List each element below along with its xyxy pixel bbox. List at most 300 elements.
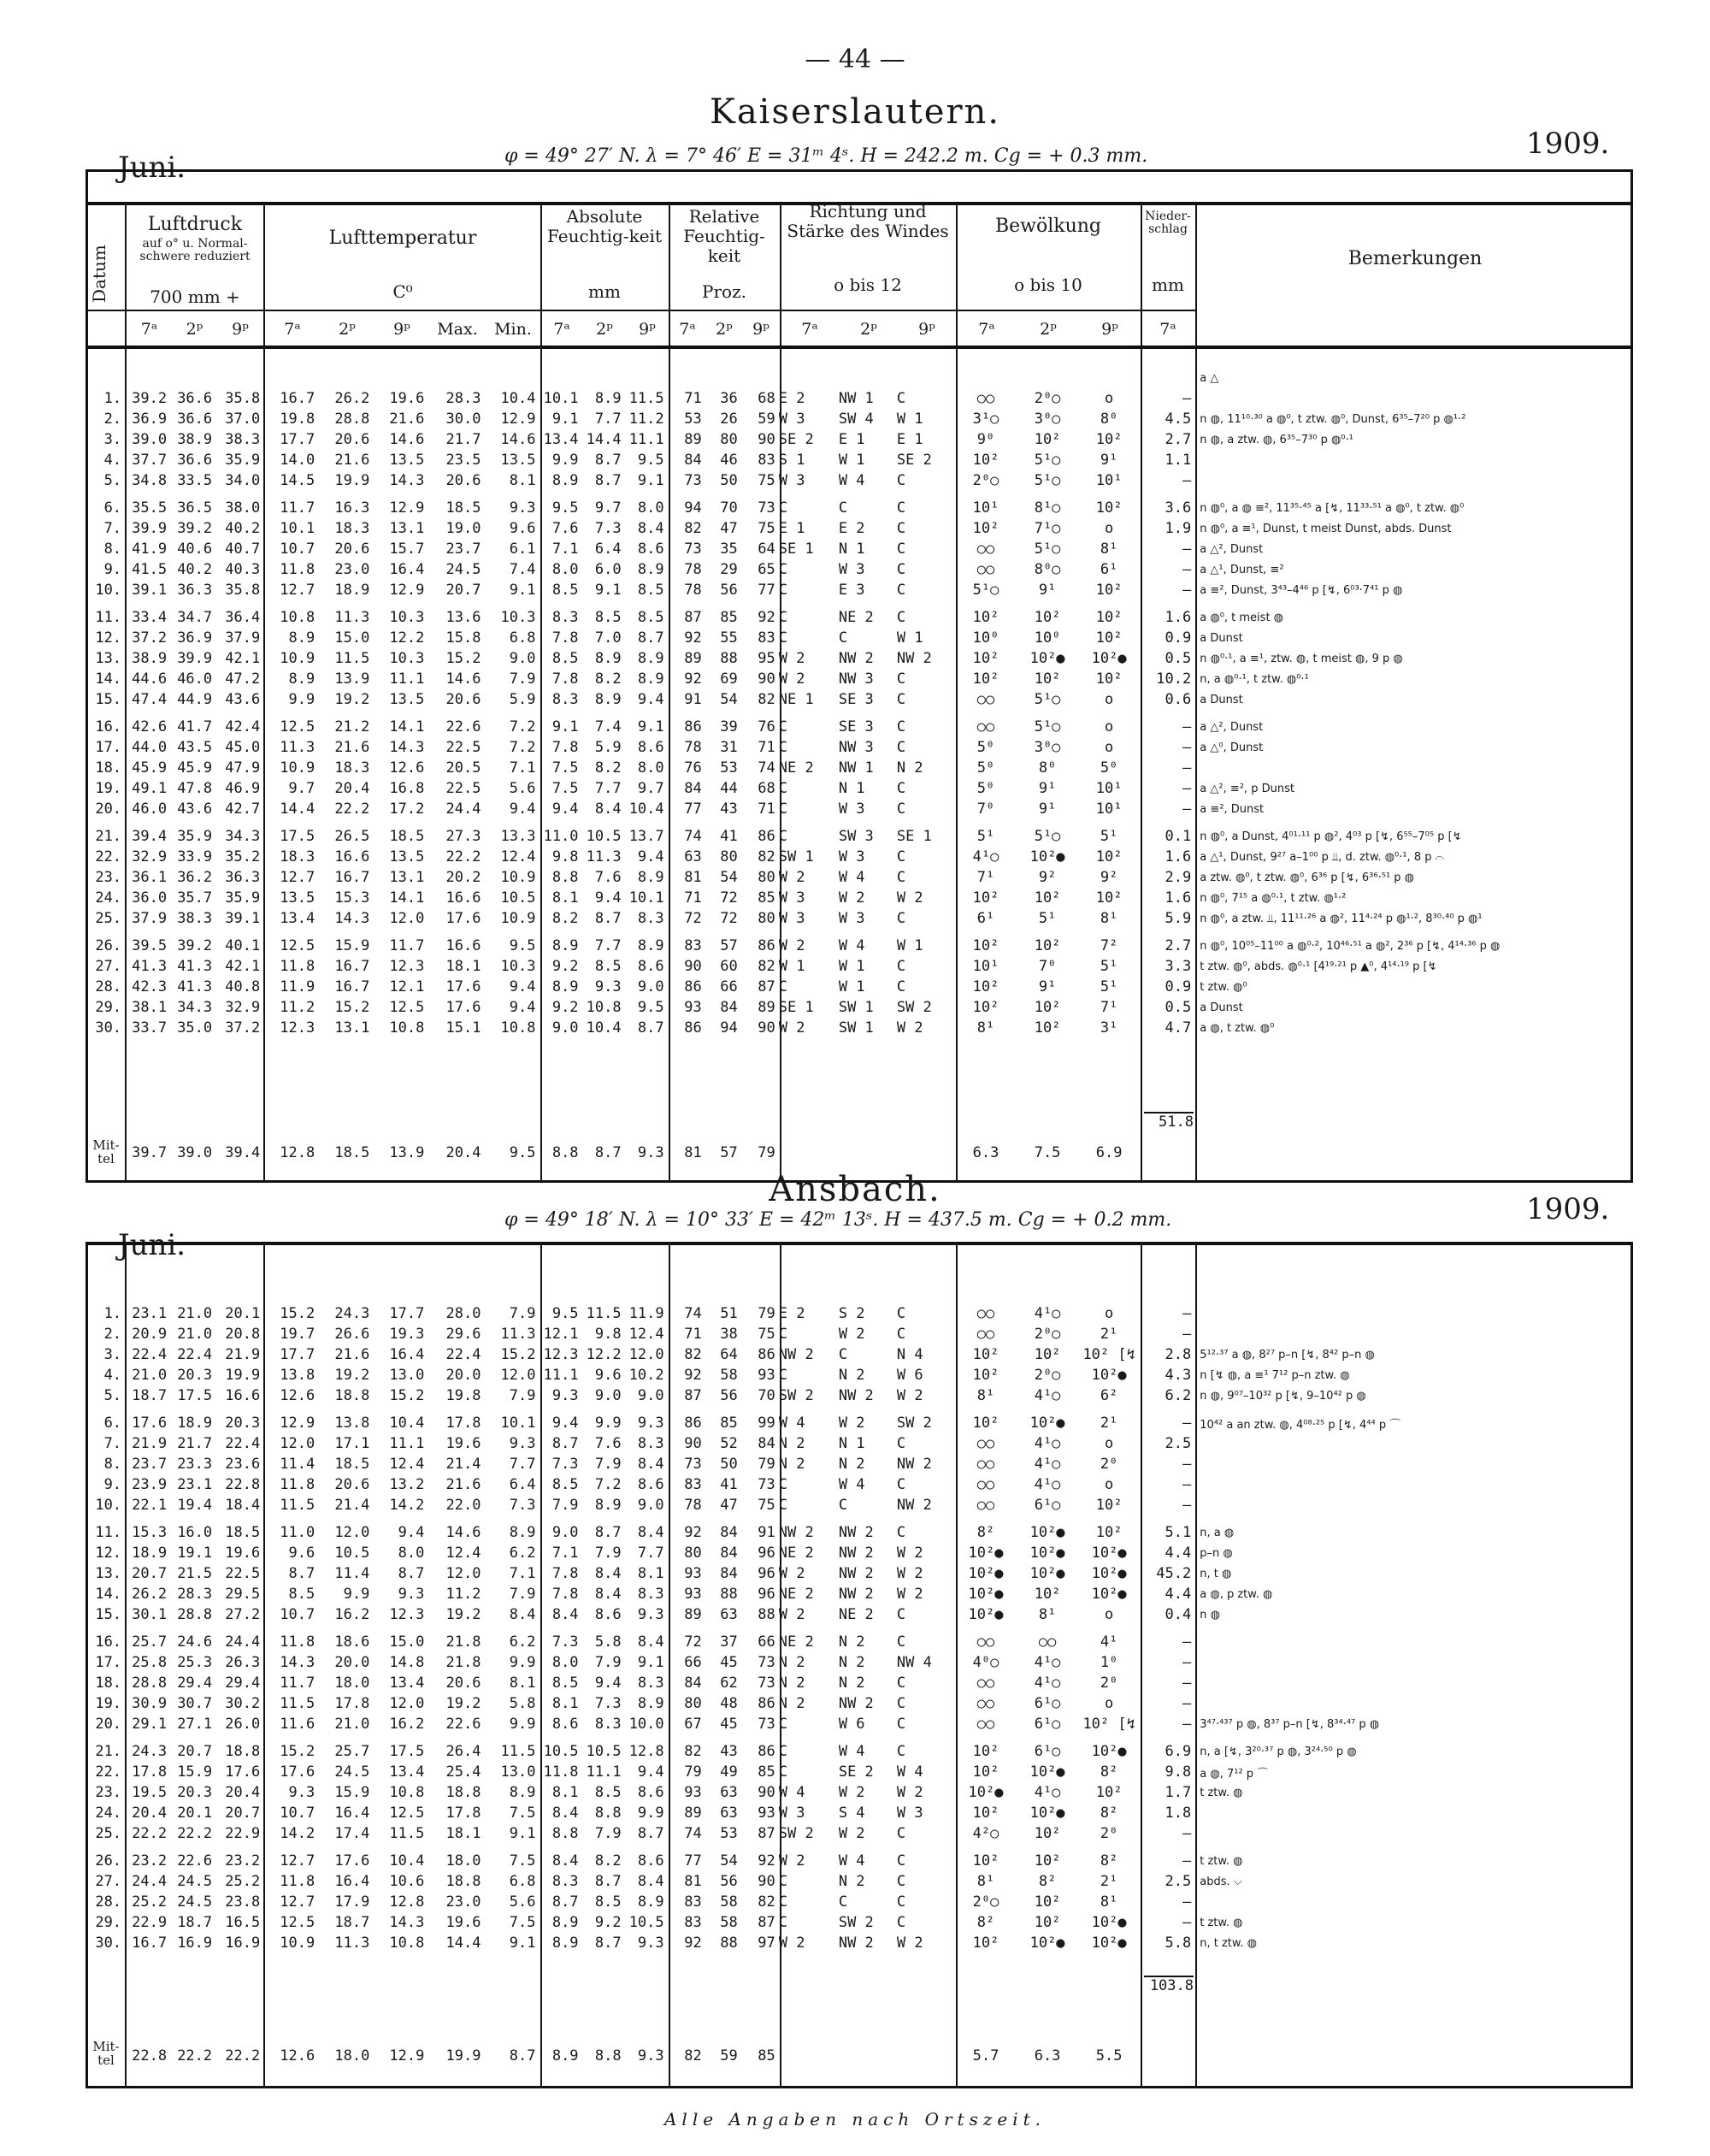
value-cell: 23.7 — [445, 540, 481, 558]
value-cell: 18.8 — [445, 1873, 481, 1890]
value-cell: 8.6 — [594, 1606, 622, 1623]
value-cell: 35 — [720, 540, 738, 558]
value-cell: 22.4 — [225, 1435, 261, 1452]
value-cell: W 2 — [778, 1019, 805, 1037]
value-cell: 8.5 — [637, 609, 664, 626]
mean-cell: 8.8 — [594, 2047, 622, 2064]
value-cell: 38.3 — [177, 910, 213, 927]
value-cell: 43.5 — [177, 739, 213, 756]
header-absolute-feuchtigkeit: Absolute Feuchtig-keit — [547, 206, 662, 246]
date-cell: 24. — [95, 1805, 122, 1822]
value-cell: 39.0 — [132, 431, 168, 448]
remark-cell: a ≡², Dunst — [1200, 802, 1265, 816]
header-luftdruck-base: 700 mm + — [150, 286, 240, 307]
value-cell: 24.3 — [334, 1305, 370, 1322]
precip-sum: 103.8 — [1144, 1976, 1194, 1994]
value-cell: C — [896, 520, 906, 537]
value-cell: 7.1 — [509, 1565, 536, 1582]
date-cell: 13. — [95, 650, 122, 667]
date-cell: 22. — [95, 1763, 122, 1781]
value-cell: 7.3 — [551, 1633, 579, 1651]
value-cell: 7.7 — [594, 780, 622, 797]
value-cell: 8.7 — [637, 1825, 664, 1842]
value-cell: 8.5 — [637, 582, 664, 599]
value-cell: 11.8 — [280, 561, 315, 578]
value-cell: 21.7 — [445, 431, 481, 448]
value-cell: 13.8 — [334, 1415, 370, 1432]
value-cell: 9.4 — [594, 889, 622, 907]
value-cell: 2⁰○ — [1034, 1367, 1061, 1384]
value-cell: 12.5 — [389, 1805, 425, 1822]
value-cell: 9.7 — [637, 780, 664, 797]
value-cell: 12.0 — [389, 1695, 425, 1712]
value-cell: 31 — [720, 739, 738, 756]
value-cell: W 3 — [778, 1805, 805, 1822]
value-cell: – — [1182, 1914, 1192, 1931]
value-cell: 11.0 — [280, 1524, 315, 1541]
value-cell: 10.5 — [586, 1743, 622, 1760]
value-cell: 4.3 — [1165, 1367, 1192, 1384]
value-cell: 10¹ — [972, 958, 999, 975]
value-cell: 8.9 — [637, 1893, 664, 1911]
value-cell: 17.6 — [445, 999, 481, 1016]
value-cell: 9.2 — [594, 1914, 622, 1931]
value-cell: 3¹ — [1100, 1019, 1118, 1037]
date-cell: 25. — [95, 1825, 122, 1842]
value-cell: 10²● — [1029, 1934, 1065, 1952]
value-cell: 2.5 — [1165, 1435, 1192, 1452]
value-cell: C — [896, 1695, 906, 1712]
date-cell: 20. — [95, 1716, 122, 1733]
value-cell: 10² — [1095, 1524, 1123, 1541]
sub-max: Max. — [437, 320, 478, 339]
value-cell: 18.5 — [445, 499, 481, 517]
mean-values-row — [86, 1143, 1633, 1163]
value-cell: 6.2 — [1165, 1387, 1192, 1404]
table-row — [86, 1584, 1633, 1604]
value-cell: 86 — [758, 1346, 775, 1363]
date-cell: 29. — [95, 1914, 122, 1931]
value-cell: C — [778, 1476, 788, 1493]
value-cell: 12.1 — [543, 1326, 579, 1343]
value-cell: 8.3 — [594, 1716, 622, 1733]
value-cell: 81 — [684, 1873, 702, 1890]
value-cell: 5⁰ — [1100, 759, 1118, 777]
value-cell: W 3 — [838, 800, 865, 818]
value-cell: C — [896, 670, 906, 688]
value-cell: 12.0 — [389, 910, 425, 927]
value-cell: 9.1 — [551, 718, 579, 735]
value-cell: 8.9 — [637, 561, 664, 578]
value-cell: 19.4 — [177, 1497, 213, 1514]
value-cell: 6² — [1100, 1387, 1118, 1404]
value-cell: 10²● — [1029, 650, 1065, 667]
value-cell: 15.2 — [334, 999, 370, 1016]
sub-7a: 7ᵃ — [679, 320, 696, 339]
value-cell: 21.6 — [334, 1346, 370, 1363]
value-cell: 14.3 — [334, 910, 370, 927]
value-cell: 4⁰○ — [972, 1654, 999, 1671]
value-cell: 9² — [1100, 869, 1118, 886]
value-cell: C — [778, 1873, 788, 1890]
value-cell: 46.0 — [177, 670, 213, 688]
value-cell: 10.1 — [280, 520, 315, 537]
value-cell: W 4 — [896, 1763, 923, 1781]
value-cell: 9.9 — [637, 1805, 664, 1822]
mean-cell: 5.7 — [972, 2047, 999, 2064]
value-cell: NW 2 — [838, 1586, 874, 1603]
remark-cell — [1194, 1474, 1633, 1495]
value-cell: 10² — [972, 1805, 999, 1822]
value-cell: 45.2 — [1156, 1565, 1192, 1582]
date-cell: 4. — [103, 1367, 122, 1384]
value-cell: 75 — [758, 520, 775, 537]
value-cell: – — [1182, 390, 1192, 407]
value-cell: 8¹ — [1100, 1893, 1118, 1911]
sub-2p: 2ᵖ — [339, 320, 356, 339]
value-cell: 20.6 — [445, 1675, 481, 1692]
value-cell: 86 — [758, 828, 775, 845]
value-cell: 83 — [758, 629, 775, 647]
date-cell: 18. — [95, 1675, 122, 1692]
value-cell: 7.7 — [594, 411, 622, 428]
value-cell: 89 — [684, 431, 702, 448]
remark-cell: n, a ◍⁰·¹, t ztw. ◍⁰·¹ — [1200, 672, 1309, 686]
value-cell: 40.3 — [225, 561, 261, 578]
value-cell: 7.9 — [509, 1586, 536, 1603]
value-cell: – — [1182, 718, 1192, 735]
remark-cell: n ◍ — [1200, 1608, 1220, 1621]
value-cell: 28.8 — [334, 411, 370, 428]
value-cell: 16.3 — [334, 499, 370, 517]
value-cell: 7.3 — [594, 1695, 622, 1712]
value-cell: 24.4 — [445, 800, 481, 818]
table-row — [86, 1474, 1633, 1495]
value-cell: 74 — [758, 759, 775, 777]
value-cell: 54 — [720, 869, 738, 886]
value-cell: W 2 — [838, 1825, 865, 1842]
value-cell: 45 — [720, 1716, 738, 1733]
value-cell: 7.5 — [509, 1805, 536, 1822]
value-cell: 9.0 — [509, 650, 536, 667]
value-cell: 10² — [1034, 1346, 1061, 1363]
value-cell: 53 — [720, 759, 738, 777]
value-cell: 23.7 — [132, 1456, 168, 1473]
value-cell: 11.1 — [628, 431, 664, 448]
value-cell: 27.2 — [225, 1606, 261, 1623]
remark-cell: a Dunst — [1200, 631, 1243, 645]
value-cell: 15.0 — [334, 629, 370, 647]
value-cell: 6.4 — [594, 540, 622, 558]
value-cell: C — [896, 739, 906, 756]
value-cell: 8¹ — [976, 1873, 995, 1890]
mean-cell: 39.0 — [177, 1144, 213, 1161]
value-cell: 7.4 — [509, 561, 536, 578]
value-cell: 9⁰ — [976, 431, 995, 448]
value-cell: 80 — [758, 869, 775, 886]
date-cell: 16. — [95, 1633, 122, 1651]
value-cell: 33.9 — [177, 848, 213, 865]
remark-cell — [1194, 470, 1633, 491]
table-row — [86, 628, 1633, 648]
value-cell: 41.3 — [177, 978, 213, 995]
value-cell: 5¹ — [1038, 910, 1057, 927]
value-cell: 12.3 — [543, 1346, 579, 1363]
remark-cell: n, t ◍ — [1200, 1567, 1232, 1580]
value-cell: W 1 — [778, 958, 805, 975]
value-cell: 8.9 — [637, 650, 664, 667]
value-cell: 33.4 — [132, 609, 168, 626]
value-cell: 92 — [684, 1934, 702, 1952]
value-cell: 34.3 — [177, 999, 213, 1016]
value-cell: 47 — [720, 520, 738, 537]
value-cell: 18.5 — [225, 1524, 261, 1541]
value-cell: C — [896, 609, 906, 626]
value-cell: C — [896, 800, 906, 818]
value-cell: 16.6 — [445, 889, 481, 907]
value-cell: 39 — [720, 718, 738, 735]
sub-7a: 7ᵃ — [553, 320, 570, 339]
value-cell: 5¹ — [976, 828, 995, 845]
value-cell: 10² — [972, 1934, 999, 1952]
sub-2p: 2ᵖ — [186, 320, 203, 339]
date-cell: 2. — [103, 1326, 122, 1343]
value-cell: 28.0 — [445, 1305, 481, 1322]
value-cell: 79 — [758, 1305, 775, 1322]
value-cell: 17.6 — [445, 910, 481, 927]
value-cell: C — [896, 978, 906, 995]
value-cell: 79 — [684, 1763, 702, 1781]
value-cell: 18.3 — [334, 520, 370, 537]
value-cell: 8² — [1100, 1805, 1118, 1822]
value-cell: 10² — [972, 670, 999, 688]
value-cell: 15.2 — [280, 1743, 315, 1760]
remark-cell: a △⁰, Dunst — [1200, 741, 1264, 754]
table-row — [86, 867, 1633, 888]
value-cell: 13.8 — [280, 1367, 315, 1384]
value-cell: 22.8 — [225, 1476, 261, 1493]
value-cell: W 3 — [896, 1805, 923, 1822]
value-cell: 8.7 — [288, 1565, 315, 1582]
mean-cell: 9.3 — [637, 2047, 664, 2064]
value-cell: ○○ — [976, 718, 995, 735]
value-cell: 19.0 — [445, 520, 481, 537]
mean-cell: 22.2 — [225, 2047, 261, 2064]
date-cell: 5. — [103, 1387, 122, 1404]
date-cell: 28. — [95, 1893, 122, 1911]
value-cell: 43 — [720, 1743, 738, 1760]
value-cell: 15.9 — [177, 1763, 213, 1781]
value-cell: 16.4 — [389, 561, 425, 578]
value-cell: C — [896, 1305, 906, 1322]
value-cell: 26.5 — [334, 828, 370, 845]
value-cell: 12.0 — [628, 1346, 664, 1363]
value-cell: 14.8 — [389, 1654, 425, 1671]
remark-cell: a △², Dunst — [1200, 720, 1264, 734]
value-cell: N 2 — [838, 1633, 865, 1651]
mean-cell: 18.0 — [334, 2047, 370, 2064]
value-cell: C — [778, 1716, 788, 1733]
value-cell: 20.3 — [177, 1367, 213, 1384]
value-cell: 85 — [720, 1415, 738, 1432]
value-cell: 8⁰ — [1038, 759, 1057, 777]
date-cell: 30. — [95, 1934, 122, 1952]
value-cell: – — [1182, 1675, 1192, 1692]
value-cell: C — [778, 739, 788, 756]
value-cell: W 3 — [838, 848, 865, 865]
value-cell: C — [778, 1326, 788, 1343]
value-cell: 84 — [720, 1565, 738, 1582]
value-cell: W 4 — [838, 1476, 865, 1493]
value-cell: 8.3 — [637, 1586, 664, 1603]
value-cell: 10²● — [968, 1586, 1004, 1603]
value-cell: 10⁰ — [972, 629, 999, 647]
value-cell: 14.4 — [280, 800, 315, 818]
value-cell: 11.6 — [280, 1716, 315, 1733]
value-cell: NE 2 — [778, 1545, 814, 1562]
value-cell: 36.9 — [177, 629, 213, 647]
value-cell: 52 — [720, 1435, 738, 1452]
value-cell: 10²● — [1091, 1914, 1127, 1931]
value-cell: 6¹○ — [1034, 1497, 1061, 1514]
remark-cell: n, a ◍ — [1200, 1526, 1235, 1539]
table-row — [86, 1933, 1633, 1953]
value-cell: 9.9 — [288, 691, 315, 708]
value-cell: 73 — [684, 540, 702, 558]
value-cell: 49.1 — [132, 780, 168, 797]
value-cell: 9.0 — [594, 1387, 622, 1404]
value-cell: W 2 — [896, 1586, 923, 1603]
value-cell: 84 — [720, 1545, 738, 1562]
table-row — [86, 1762, 1633, 1782]
value-cell: 8.9 — [551, 978, 579, 995]
value-cell: 94 — [720, 1019, 738, 1037]
value-cell: 36.6 — [177, 390, 213, 407]
value-cell: 7.6 — [551, 520, 579, 537]
value-cell: SE 3 — [838, 691, 874, 708]
value-cell: 10² — [972, 937, 999, 954]
value-cell: 9.1 — [637, 1654, 664, 1671]
value-cell: 18.8 — [225, 1743, 261, 1760]
value-cell: 23.5 — [445, 452, 481, 469]
value-cell: 17.8 — [445, 1415, 481, 1432]
value-cell: 14.4 — [586, 431, 622, 448]
value-cell: 10.1 — [543, 390, 579, 407]
value-cell: 7.0 — [594, 629, 622, 647]
value-cell: 42.1 — [225, 650, 261, 667]
value-cell: N 2 — [838, 1456, 865, 1473]
value-cell: 22.6 — [177, 1852, 213, 1870]
value-cell: 44.0 — [132, 739, 168, 756]
value-cell: C — [896, 848, 906, 865]
mean-cell: 8.7 — [594, 1144, 622, 1161]
value-cell: SE 2 — [778, 431, 814, 448]
value-cell: C — [896, 1893, 906, 1911]
value-cell: 71 — [758, 739, 775, 756]
value-cell: 10²● — [1091, 650, 1127, 667]
value-cell: 23.0 — [334, 561, 370, 578]
value-cell: 8.9 — [509, 1524, 536, 1541]
value-cell: 2.9 — [1165, 869, 1192, 886]
value-cell: 8.3 — [637, 1675, 664, 1692]
value-cell: 12.4 — [500, 848, 536, 865]
value-cell: 89 — [684, 1606, 702, 1623]
value-cell: NW 2 — [778, 1524, 814, 1541]
mean-cell: 85 — [758, 2047, 775, 2064]
value-cell: W 2 — [778, 670, 805, 688]
value-cell: 9.2 — [551, 999, 579, 1016]
value-cell: 41 — [720, 1476, 738, 1493]
date-cell: 27. — [95, 958, 122, 975]
geo-coordinates: φ = 49° 27′ N. λ = 7° 46′ E = 31ᵐ 4ˢ. H = 242.2 m. Cg = + 0.3 mm. — [504, 145, 1148, 167]
year-label: 1909. — [1526, 1192, 1610, 1226]
value-cell: ○○ — [976, 1695, 995, 1712]
value-cell: 92 — [758, 609, 775, 626]
value-cell: 10² — [972, 1415, 999, 1432]
remark-cell: t ztw. ◍ — [1200, 1916, 1243, 1929]
value-cell: 63 — [720, 1784, 738, 1801]
value-cell: 7.8 — [551, 1565, 579, 1582]
remark-cell — [1194, 1433, 1633, 1454]
value-cell: 91 — [758, 1524, 775, 1541]
value-cell: – — [1182, 1695, 1192, 1712]
value-cell: 10² — [1095, 889, 1123, 907]
value-cell: 11.5 — [500, 1743, 536, 1760]
date-cell: 8. — [103, 1456, 122, 1473]
value-cell: W 1 — [896, 937, 923, 954]
value-cell: 9.3 — [637, 1606, 664, 1623]
value-cell: 8.8 — [594, 1805, 622, 1822]
value-cell: 11.9 — [280, 978, 315, 995]
value-cell: 84 — [684, 1675, 702, 1692]
value-cell: 40.6 — [177, 540, 213, 558]
value-cell: 10.3 — [500, 958, 536, 975]
value-cell: 88 — [720, 1934, 738, 1952]
value-cell: 5⁰ — [976, 739, 995, 756]
value-cell: 26.0 — [225, 1716, 261, 1733]
value-cell: 8.1 — [637, 1565, 664, 1582]
value-cell: o — [1105, 718, 1114, 735]
value-cell: 6.8 — [509, 1873, 536, 1890]
value-cell: 11.7 — [280, 1675, 315, 1692]
value-cell: 20.0 — [445, 1367, 481, 1384]
value-cell: 80 — [720, 431, 738, 448]
value-cell: o — [1105, 1476, 1114, 1493]
value-cell: 21.4 — [334, 1497, 370, 1514]
value-cell: C — [896, 540, 906, 558]
value-cell: 5¹○ — [1034, 828, 1061, 845]
value-cell: W 2 — [896, 1784, 923, 1801]
value-cell: NE 2 — [778, 759, 814, 777]
value-cell: N 1 — [838, 540, 865, 558]
date-cell: 17. — [95, 739, 122, 756]
value-cell: 9.3 — [398, 1586, 425, 1603]
value-cell: 8.4 — [637, 520, 664, 537]
value-cell: 16.5 — [225, 1914, 261, 1931]
value-cell: C — [778, 609, 788, 626]
value-cell: 7.8 — [551, 670, 579, 688]
value-cell: C — [896, 582, 906, 599]
value-cell: 11.3 — [334, 1934, 370, 1952]
value-cell: 25.4 — [445, 1763, 481, 1781]
date-cell: 25. — [95, 910, 122, 927]
value-cell: 49 — [720, 1763, 738, 1781]
value-cell: 8² — [1100, 1763, 1118, 1781]
value-cell: – — [1182, 1654, 1192, 1671]
value-cell: 9.4 — [509, 999, 536, 1016]
value-cell: 93 — [684, 999, 702, 1016]
value-cell: 19.6 — [445, 1435, 481, 1452]
